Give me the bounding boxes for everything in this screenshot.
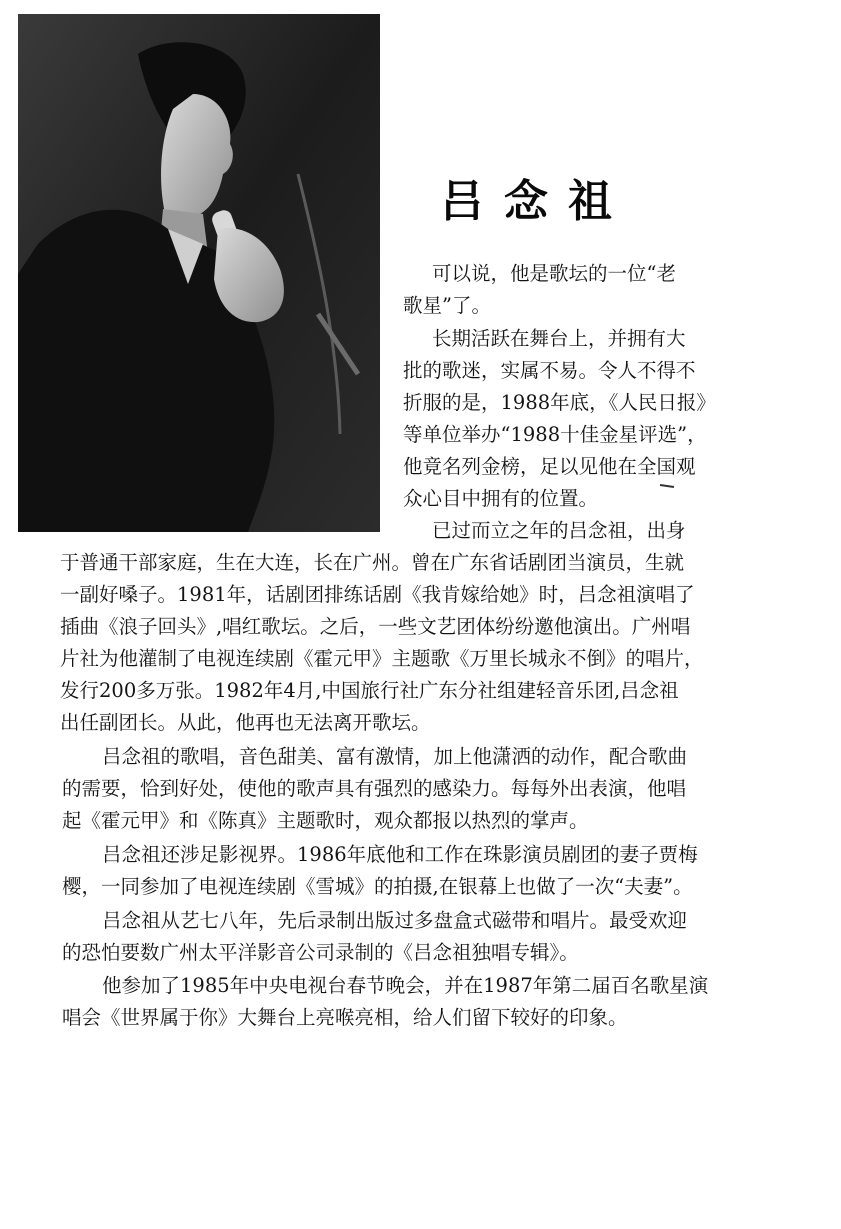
paragraph-line: 发行200多万张。1982年4月,中国旅行社广东分社组建轻音乐团,吕念祖 (60, 679, 679, 702)
paragraph-line: 于普通干部家庭，生在大连，长在广州。曾在广东省话剧团当演员，生就 (60, 551, 685, 574)
paragraph-line: 吕念祖的歌唱，音色甜美、富有激情，加上他潇洒的动作，配合歌曲 (102, 745, 688, 768)
paragraph-line: 唱会《世界属于你》大舞台上亮喉亮相，给人们留下较好的印象。 (62, 1006, 628, 1029)
paragraph-line: 一副好嗓子。1981年，话剧团排练话剧《我肯嫁给她》时，吕念祖演唱了 (60, 583, 695, 606)
paragraph-line: 已过而立之年的吕念祖，出身 (432, 519, 686, 542)
paragraph-line: 他竟名列金榜，足以见他在全国观 (403, 455, 696, 478)
paragraph-line: 的恐怕要数广州太平洋影音公司录制的《吕念祖独唱专辑》。 (62, 941, 579, 964)
article-title: 吕念祖 (440, 176, 632, 227)
paragraph-line: 吕念祖从艺七八年，先后录制出版过多盘盒式磁带和唱片。最受欢迎 (102, 909, 688, 932)
paragraph-line: 起《霍元甲》和《陈真》主题歌时，观众都报以热烈的掌声。 (62, 809, 589, 832)
paragraph-line: 折服的是，1988年底，《人民日报》 (403, 391, 716, 414)
paragraph-line: 出任副团长。从此，他再也无法离开歌坛。 (60, 711, 431, 734)
singer-with-microphone-photo-icon (18, 14, 380, 532)
singer-photo (18, 14, 380, 532)
paragraph-line: 众心目中拥有的位置。 (403, 487, 599, 510)
decorative-mark (660, 484, 674, 488)
paragraph-line: 樱，一同参加了电视连续剧《雪城》的拍摄,在银幕上也做了一次“夫妻”。 (62, 875, 693, 898)
paragraph-line: 插曲《浪子回头》,唱红歌坛。之后，一些文艺团体纷纷邀他演出。广州唱 (60, 615, 691, 638)
paragraph-line: 可以说，他是歌坛的一位“老 (432, 262, 676, 285)
paragraph-line: 吕念祖还涉足影视界。1986年底他和工作在珠影演员剧团的妻子贾梅 (102, 843, 698, 866)
paragraph-line: 等单位举办“1988十佳金星评选”， (403, 423, 707, 446)
paragraph-line: 片社为他灌制了电视连续剧《霍元甲》主题歌《万里长城永不倒》的唱片， (60, 647, 704, 670)
paragraph-line: 的需要，恰到好处，使他的歌声具有强烈的感染力。每每外出表演，他唱 (62, 777, 687, 800)
paragraph-line: 长期活跃在舞台上，并拥有大 (432, 327, 686, 350)
paragraph-line: 批的歌迷，实属不易。令人不得不 (403, 359, 696, 382)
paragraph-line: 歌星”了。 (403, 294, 491, 317)
paragraph-line: 他参加了1985年中央电视台春节晚会，并在1987年第二届百名歌星演 (102, 974, 709, 997)
